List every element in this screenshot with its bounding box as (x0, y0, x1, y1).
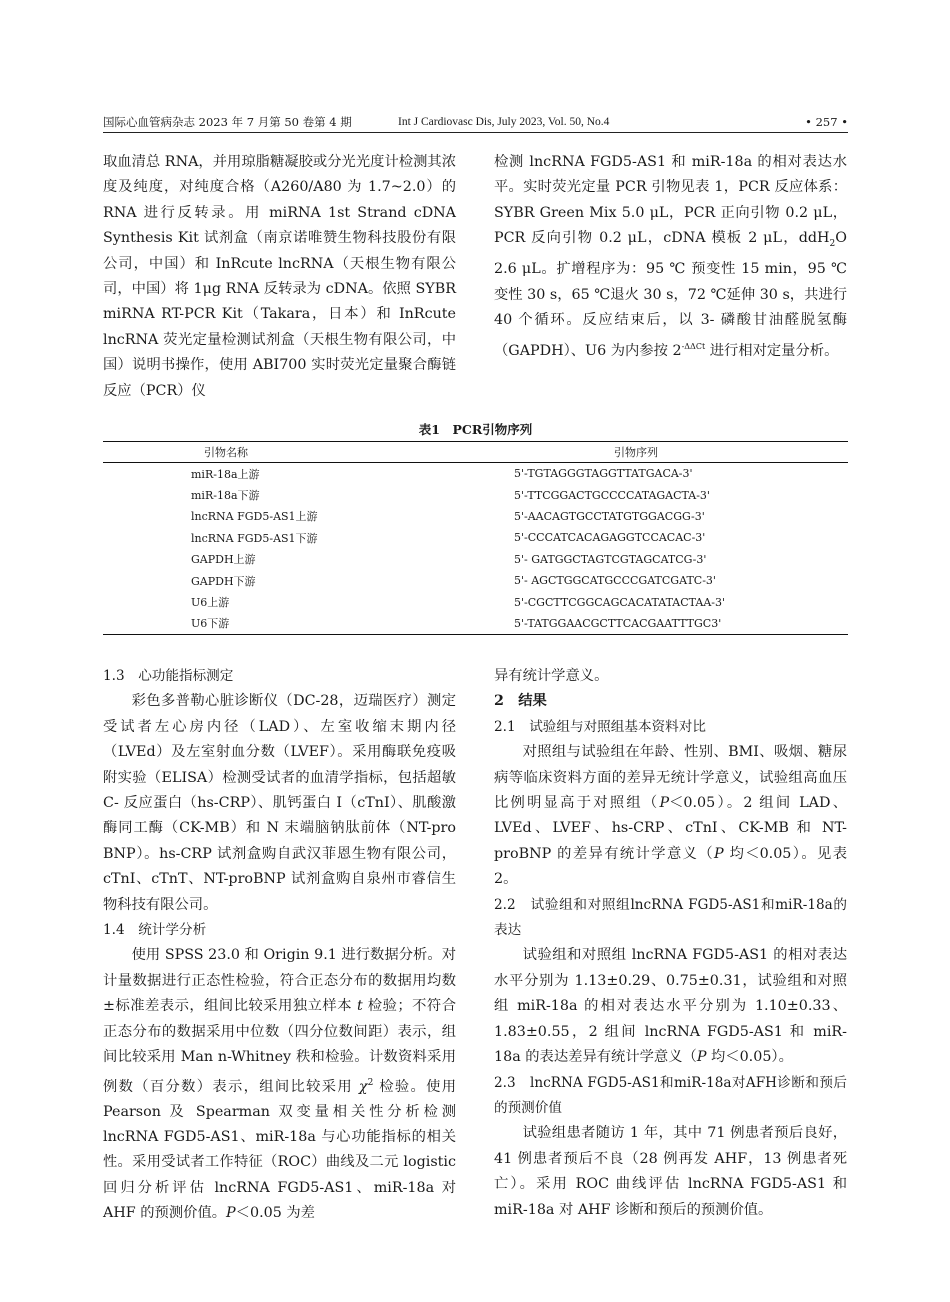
table-row: lncRNA FGD5-AS1下游 5'-CCCATCACAGAGGTCCACAC-3' (191, 531, 706, 545)
section-heading-2-3: 2.3 lncRNA FGD5-AS1和miR-18a对AFH诊断和预后的预测价值 (494, 1074, 847, 1116)
section-heading-2-1: 2.1 试验组与对照组基本资料对比 (494, 718, 706, 735)
page-number: • 257 • (805, 115, 848, 129)
table-row: U6上游 5'-CGCTTCGGCAGCACATATACTAA-3' (191, 595, 726, 610)
paragraph-expression: 试验组和对照组 lncRNA FGD5-AS1 的相对表达水平分别为 1.13±0.29、0.75±0.31，试验组和对照组 miR-18a 的相对表达水平分别为 1.10±0.33、1.83±0.55，2 组间 lncRNA FGD5-AS1 和 miR-18a 的表达差异有统计学意义（P 均＜0.05）。 (494, 947, 847, 1066)
table-header-sequence: 引物序列 (514, 442, 848, 463)
section-heading-2: 2 结果 (494, 693, 547, 710)
section-heading-1-4: 1.4 统计学分析 (103, 922, 207, 939)
table-row: GAPDH下游 5'- AGCTGGCATGCCCGATCGATC-3' (191, 574, 716, 588)
table-row: miR-18a下游 5'-TTCGGACTGCCCCATAGACTA-3' (191, 488, 710, 503)
journal-title-en: Int J Cardiovasc Dis, July 2023, Vol. 50, No.4 (398, 116, 610, 128)
running-header (103, 112, 848, 133)
table-row: miR-18a上游 5'-TGTAGGGTAGGTTATGACA-3' (191, 467, 693, 481)
left-column-top (103, 150, 456, 404)
paragraph-baseline: 对照组与试验组在年龄、性别、BMI、吸烟、糖尿病等临床资料方面的差异无统计学意义，试验组高血压比例明显高于对照组（P＜0.05）。2 组间 LAD、LVEd、LVEF、hs-CRP、cTnI、CK-MB 和 NT-proBNP 的差异有统计学意义（P 均＜0.05）。见表 2。 (494, 744, 847, 888)
methods-paragraph: 取血清总 RNA，并用琼脂糖凝胶或分光光度计检测其浓度及纯度，对纯度合格（A260/A80 为 1.7~2.0）的 RNA 进行反转录。用 miRNA 1st Strand cDNA Synthesis Kit 试剂盒（南京诺唯赞生物科技股份有限公司，中国）和 InRcute lncRNA（天根生物有限公司，中国）将 1μg RNA 反转录为 cDNA。依照 SYBR miRNA RT-PCR Kit（Takara，日本）和 InRcute lncRNA 荧光定量检测试剂盒（天根生物有限公司，中国）说明书操作，使用 ABI700 实时荧光定量聚合酶链反应（PCR）仪 (103, 154, 456, 399)
right-column-bottom (494, 664, 847, 1223)
paragraph-roc: 试验组患者随访 1 年，其中 71 例患者预后良好，41 例患者预后不良（28 例再发 AHF，13 例患者死亡）。采用 ROC 曲线评估 lncRNA FGD5-AS1 和 miR-18a 对 AHF 诊断和预后的预测价值。 (494, 1125, 847, 1218)
section-heading-1-3: 1.3 心功能指标测定 (103, 668, 234, 684)
table-row: GAPDH上游 5'- GATGGCTAGTCGTAGCATCG-3' (191, 552, 707, 567)
table-caption: 表1 PCR引物序列 (418, 422, 533, 437)
paragraph-continuation: 异有统计学意义。 (494, 668, 609, 684)
table-header-name: 引物名称 (103, 442, 514, 463)
paragraph-cardiac-function: 彩色多普勒心脏诊断仪（DC-28，迈瑞医疗）测定受试者左心房内径（LAD）、左室收缩末期内径（LVEd）及左室射血分数（LVEF）。采用酶联免疫吸附实验（ELISA）检测受试者的血清学指标，包括超敏 C- 反应蛋白（hs-CRP）、肌钙蛋白 I（cTnI）、肌酸激酶同工酶（CK-MB）和 N 末端脑钠肽前体（NT-pro BNP）。hs-CRP 试剂盒购自武汉菲恩生物有限公司，cTnI、cTnT、NT-proBNP 试剂盒购自泉州市睿信生物科技有限公司。 (103, 693, 456, 913)
right-column-top (494, 150, 847, 364)
table-row: lncRNA FGD5-AS1上游 5'-AACAGTGCCTATGTGGACGG-3' (191, 509, 705, 524)
section-heading-2-2: 2.2 试验组和对照组lncRNA FGD5-AS1和miR-18a的表达 (494, 896, 847, 939)
table-row: U6下游 5'-TATGGAACGCTTCACGAATTTGC3' (103, 613, 848, 635)
pcr-paragraph: 检测 lncRNA FGD5-AS1 和 miR-18a 的相对表达水平。实时荧光定量 PCR 引物见表 1，PCR 反应体系：SYBR Green Mix 5.0 μL，PCR 正向引物 0.2 μL，PCR 反向引物 0.2 μL，cDNA 模板 2 μL，ddH$_2$O 2.6 μL。扩增程序为：95 ℃ 预变性 15 min，95 ℃变性 30 s，65 ℃退火 30 s，72 ℃延伸 30 s，共进行 40 个循环。反应结束后，以 3- 磷酸甘油醛脱氢酶（GAPDH）、U6 为内参按 $2^{-\Delta\Delta Ct}$ 进行相对定量分析。 (494, 154, 847, 359)
paragraph-statistics: 使用 SPSS 23.0 和 Origin 9.1 进行数据分析。对计量数据进行正态性检验，符合正态分布的数据用均数±标准差表示，组间比较采用独立样本 t 检验；不符合正态分布的数据采用中位数（四分位数间距）表示，组间比较采用 Man n-Whitney 秩和检验。计数资料采用例数（百分数）表示，组间比较采用 $\chi^2$ 检验。使用 Pearson 及 Spearman 双变量相关性分析检测 lncRNA FGD5-AS1、miR-18a 与心功能指标的相关性。采用受试者工作特征（ROC）曲线及二元 logistic 回归分析评估 lncRNA FGD5-AS1、miR-18a 对 AHF 的预测价值。P＜0.05 为差 (103, 947, 457, 1222)
journal-title-cn: 国际心血管病杂志 2023 年 7 月第 50 卷第 4 期 (103, 115, 352, 129)
left-column-bottom (103, 664, 456, 1227)
primer-table (103, 441, 848, 635)
